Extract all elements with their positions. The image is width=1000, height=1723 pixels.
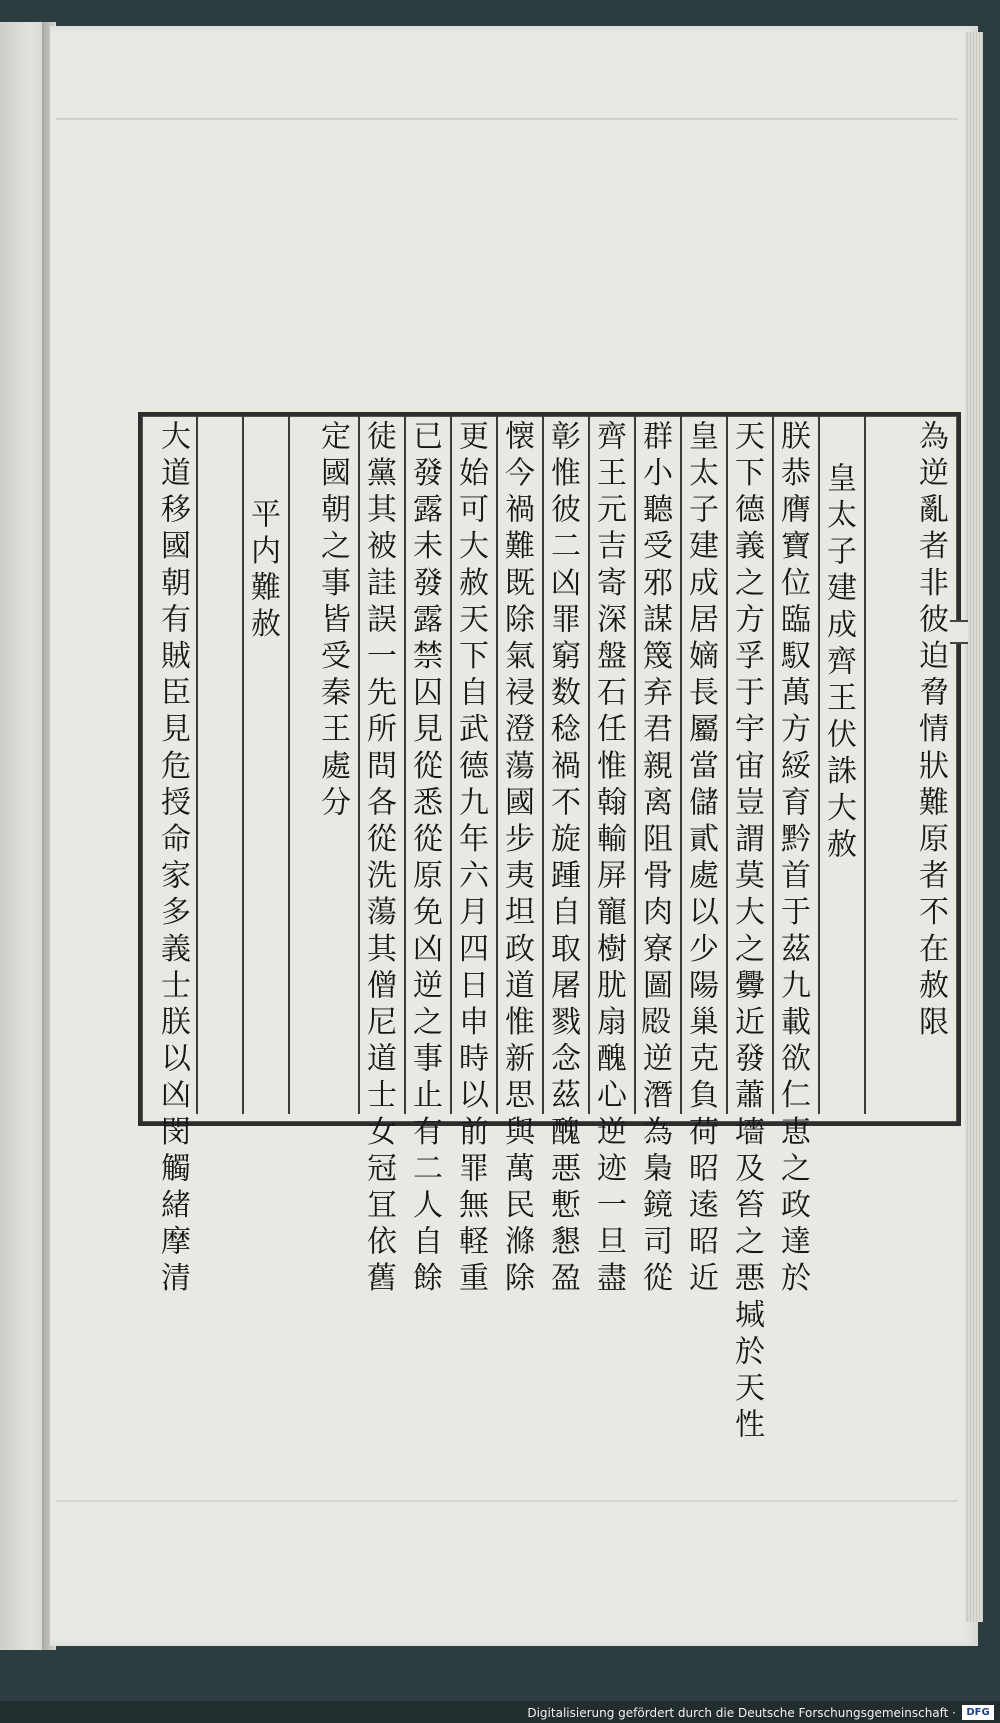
text-column-15: 大道移國朝有賊臣見危授命家多義士朕以凶閔觸緒摩清 — [155, 420, 190, 1299]
column-rule — [726, 416, 728, 1114]
text-column-7: 齊王元吉寄深盤石任惟翰輸屏寵樹肬扇醜心逆迹一旦盡 — [591, 420, 626, 1299]
text-column-6: 群小聽受邪謀篾弃君親离阻骨肉寮圖𣪍逆潛為梟鏡司從 — [637, 420, 672, 1299]
column-rule — [772, 416, 774, 1114]
column-rule — [242, 416, 244, 1114]
column-rule — [588, 416, 590, 1114]
text-column-8: 彰惟彼二凶罪窮数稔禍不旋踵自取屠戮念茲醜悪慙懇盈 — [545, 420, 580, 1299]
column-rule — [358, 416, 360, 1114]
text-column-12: 徒黨其被詿誤一先所問各從洗蕩其僧尼道士女冠冝依舊 — [361, 420, 396, 1299]
column-rule — [680, 416, 682, 1114]
column-rule — [196, 416, 198, 1114]
text-column-4: 天下德義之方孚于宇宙豈謂莫大之釁近發蕭墻及笞之悪堿於天性 — [729, 420, 764, 1445]
page-tab-mark — [950, 620, 968, 644]
text-column-3: 朕恭膺寶位臨馭萬方綏育黔首于茲九載欲仁恵之政達於 — [775, 420, 810, 1299]
text-column-1: 為逆亂者非彼迫脅情狀難原者不在赦限 — [913, 420, 948, 1043]
column-rule — [496, 416, 498, 1114]
digitization-credit: Digitalisierung gefördert durch die Deutsche Forschungsgemeinschaft · — [527, 1706, 956, 1720]
column-rule — [864, 416, 866, 1114]
text-column-9: 懐今禍難既除氣祲澄蕩國步夷坦政道惟新思與萬民滌除 — [499, 420, 534, 1299]
fold-line-bottom — [56, 1500, 958, 1502]
text-column-11: 已發露未發露禁囚見從悉從原免凶逆之事止有二人自餘 — [407, 420, 442, 1299]
text-column-5: 皇太子建成居嫡長屬當儲貳處以少陽巢克負荷昭逺昭近 — [683, 420, 718, 1299]
column-rule — [542, 416, 544, 1114]
column-rule — [818, 416, 820, 1114]
fold-line — [56, 118, 958, 120]
text-frame — [138, 412, 961, 1445]
text-column-10: 更始可大赦天下自武德九年六月四日申時以前罪無軽重 — [453, 420, 488, 1299]
text-column-13: 定國朝之事皆受秦王處分 — [315, 420, 350, 823]
column-rule — [288, 416, 290, 1114]
column-rule — [450, 416, 452, 1114]
dfg-logo: DFG — [962, 1705, 994, 1720]
page-edges — [965, 32, 983, 1622]
column-rule — [634, 416, 636, 1114]
column-rule — [404, 416, 406, 1114]
text-column-2: 皇太子建成齊王伏誅大赦 — [821, 462, 856, 865]
text-column-14: 平内難赦 — [245, 498, 280, 645]
